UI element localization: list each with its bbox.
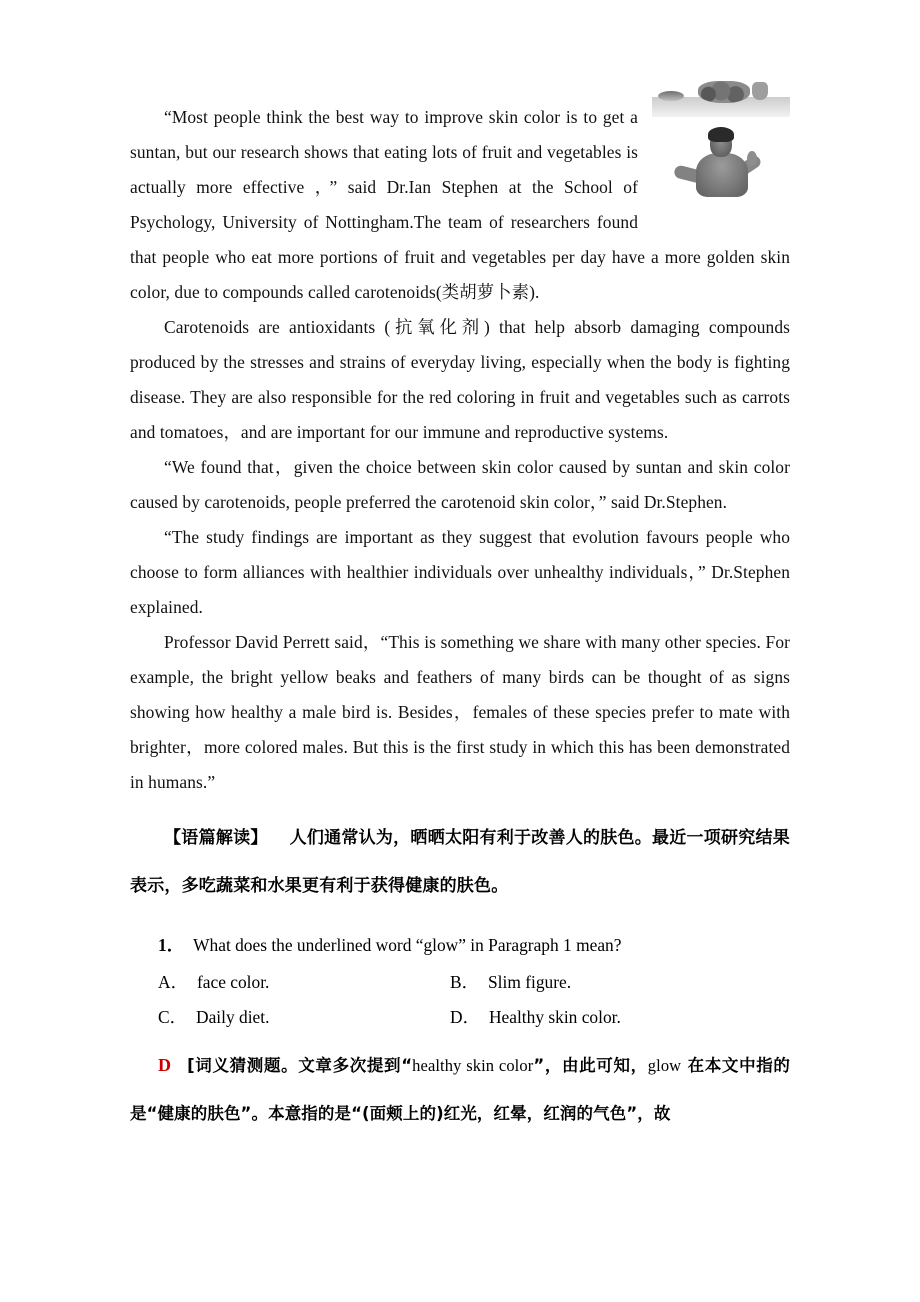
passage-paragraph-1: [130, 100, 790, 310]
option-d-text: Healthy skin color.: [488, 1007, 621, 1027]
passage-figure: [652, 117, 790, 216]
passage-paragraph-3: [130, 450, 790, 520]
option-c-text: Daily diet.: [196, 1007, 270, 1027]
option-d-letter: D: [450, 1007, 463, 1027]
option-a[interactable]: [158, 965, 450, 1000]
explanation-text-part-2: ”，由此可知，: [533, 1056, 648, 1075]
option-d-separator: ．: [462, 1007, 480, 1027]
explanation-inline-english: glow: [647, 1056, 682, 1075]
option-b-text: Slim figure.: [488, 972, 572, 992]
paragraph-text: “The study findings are important as they suggest that evolution favours people who choose to form alliances with healthier individuals over unhealthy individuals，” Dr.Stephen explained.: [130, 527, 790, 617]
paragraph-text: “Most people think the best way to improve skin color is to get a suntan, but our research shows that eating lots of fruit and vegetables is actually more effective ，” said Dr.Ian Stephen at the School of Psychology, University of Nottingham.The team of researchers found that people who eat more portions of fruit and vegetables per day have a more golden skin color, due to compounds called carotenoids(类胡萝卜素).: [130, 107, 790, 302]
question-stem: What does the underlined word “glow” in Paragraph 1 mean?: [193, 935, 622, 955]
answer-explanation: [130, 1041, 790, 1138]
analysis-label: 【语篇解读】: [164, 828, 268, 848]
option-d[interactable]: [450, 1000, 790, 1035]
question-number-separator: ．: [166, 935, 185, 955]
passage-paragraph-5: [130, 625, 790, 800]
option-a-text: face color.: [196, 972, 270, 992]
option-a-letter: A: [158, 972, 171, 992]
explanation-text-part-1: [词义猜测题。文章多次提到“: [187, 1056, 413, 1075]
question-stem-row: [130, 928, 790, 963]
explanation-quoted-english: healthy skin color: [412, 1056, 534, 1075]
passage-analysis-block: [130, 814, 790, 910]
option-a-separator: ．: [170, 972, 188, 992]
option-c[interactable]: [158, 1000, 450, 1035]
option-c-separator: ．: [169, 1007, 188, 1027]
question-block: [130, 928, 790, 1035]
passage-paragraph-2: [130, 310, 790, 450]
explanation-text-part-3: 在本文中指的是“健康的肤色”。本意指的是“(面颊上的)红光，红晕，红润的气色”，故: [130, 1056, 791, 1123]
question-number: 1: [158, 935, 167, 955]
option-b-letter: B: [450, 972, 462, 992]
option-b[interactable]: [450, 965, 790, 1000]
paragraph-text: Carotenoids are antioxidants (抗氧化剂) that help absorb damaging compounds produced by the stresses and strains of everyday living, especially when the body is fighting disease. They are also responsible for the red coloring in fruit and vegetables such as carrots and tomatoes，and are important for our immune and reproductive systems.: [130, 317, 790, 442]
answer-letter: D: [158, 1055, 172, 1075]
option-b-separator: ．: [461, 972, 480, 992]
option-c-letter: C: [158, 1007, 170, 1027]
passage-body: [130, 100, 790, 800]
question-options: [130, 965, 790, 1035]
analysis-text: 人们通常认为，晒晒太阳有利于改善人的肤色。最近一项研究结果表示，多吃蔬菜和水果更有利于获得健康的肤色。: [130, 828, 790, 896]
paragraph-text: “We found that，given the choice between skin color caused by suntan and skin color caused by carotenoids, people preferred the carotenoid skin color，” said Dr.Stephen.: [130, 457, 790, 512]
paragraph-text: Professor David Perrett said，“This is something we share with many other species. For example, the bright yellow beaks and feathers of many birds can be thought of as signs showing how healthy a male bird is. Besides，females of these species prefer to mate with brighter，more colored males. But this is the first study in which this has been demonstrated in humans.”: [130, 632, 790, 792]
passage-paragraph-4: [130, 520, 790, 625]
